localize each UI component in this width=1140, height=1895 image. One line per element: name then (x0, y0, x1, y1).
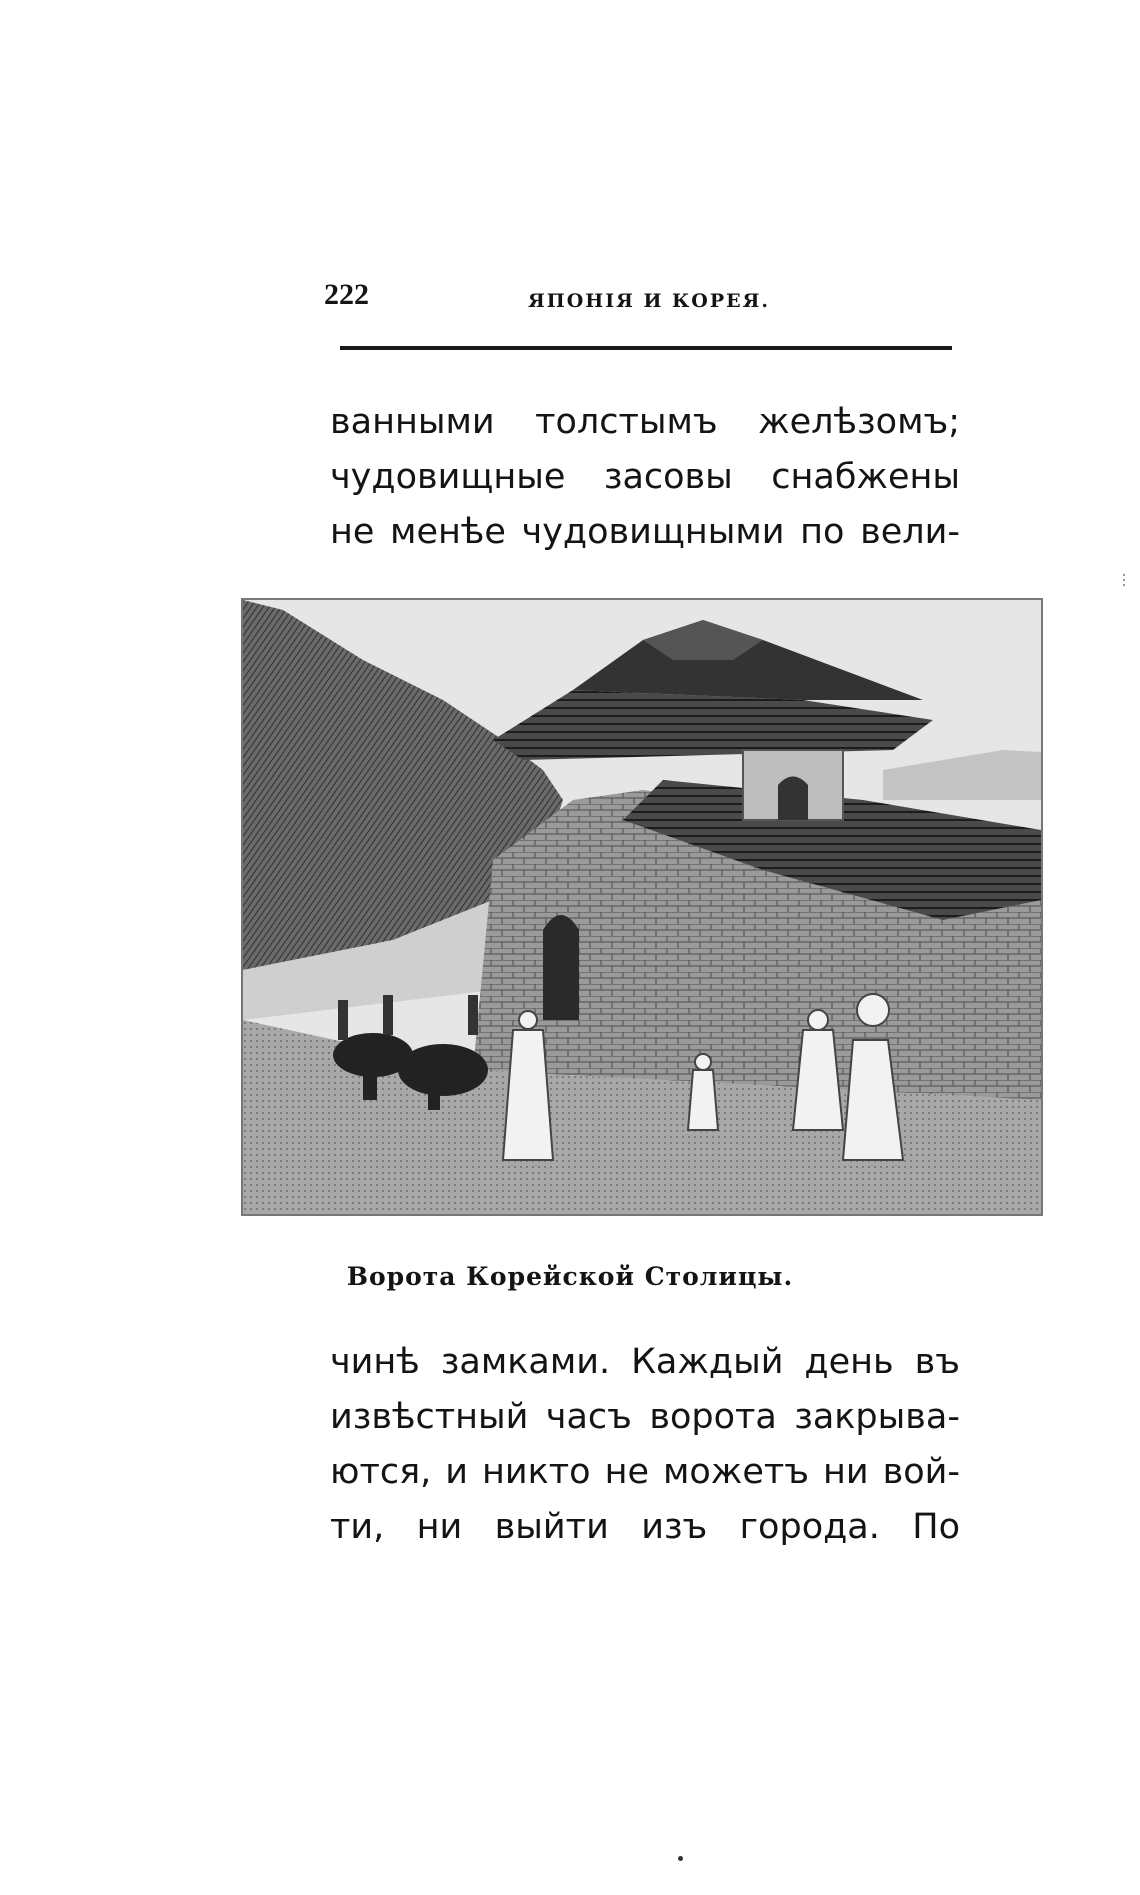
text-line: чинѣ замками. Каждый день въ (330, 1342, 960, 1382)
text-line: извѣстный часъ ворота закрыва- (330, 1397, 960, 1437)
text-line: не менѣе чудовищными по вели- (330, 512, 960, 552)
text-line: ванными толстымъ желѣзомъ; (330, 402, 960, 442)
running-title: ЯПОНІЯ И КОРЕЯ. (528, 290, 770, 312)
page-dot (678, 1856, 683, 1861)
gate-engraving (243, 600, 1041, 1214)
gate-illustration (241, 598, 1043, 1216)
text-line: ти, ни выйти изъ города. По (330, 1507, 960, 1547)
margin-mark (1123, 574, 1125, 588)
figure-caption: Ворота Корейской Столицы. (346, 1262, 794, 1291)
paragraph-before-figure (330, 395, 960, 560)
text-line: ются, и никто не можетъ ни вой- (330, 1452, 960, 1492)
header-rule (340, 346, 952, 350)
paragraph-after-figure (330, 1335, 960, 1555)
text-line: чудовищные засовы снабжены (330, 457, 960, 497)
page-number: 222 (324, 278, 369, 311)
